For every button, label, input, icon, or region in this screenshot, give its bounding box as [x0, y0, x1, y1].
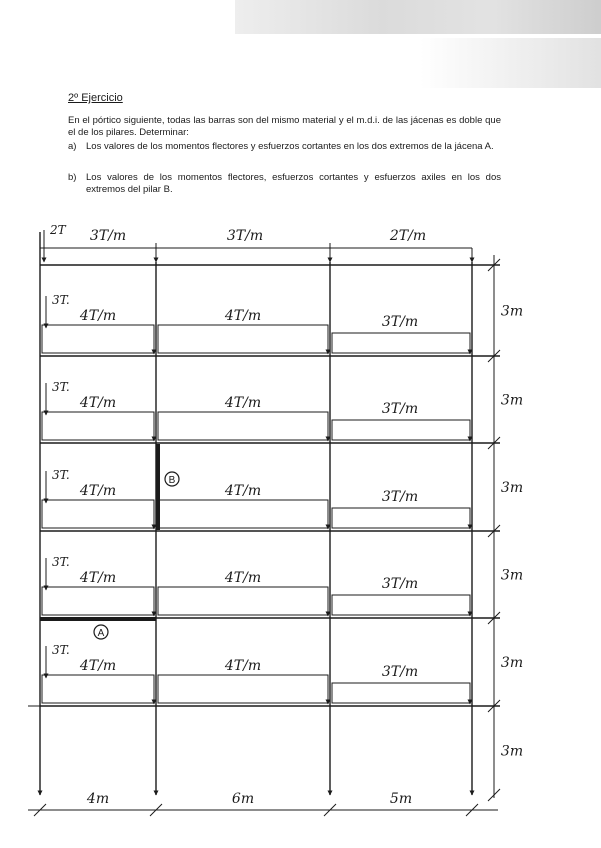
- distributed-load-rect: [158, 587, 328, 615]
- roof-load-label: 2T/m: [389, 228, 427, 244]
- distributed-load-label: 3T/m: [381, 664, 419, 680]
- distributed-load-rect: [42, 500, 154, 528]
- height-label: 3m: [500, 743, 524, 760]
- question-b-label: b): [68, 172, 77, 183]
- distributed-load-rect: [42, 412, 154, 440]
- distributed-load-rect: [158, 325, 328, 353]
- distributed-load-rect: [332, 333, 470, 353]
- roof-load-label: 3T/m: [226, 228, 264, 244]
- distributed-load-rect: [332, 420, 470, 440]
- distributed-load-rect: [158, 412, 328, 440]
- label-b: B: [168, 475, 176, 486]
- height-label: 3m: [500, 480, 524, 496]
- distributed-load-rect: [332, 595, 470, 615]
- distributed-load-label: 4T/m: [79, 308, 117, 324]
- distributed-load-label: 4T/m: [79, 658, 117, 674]
- distributed-load-rect: [42, 325, 154, 353]
- distributed-load-label: 3T/m: [381, 576, 419, 592]
- distributed-load-label: 4T/m: [224, 395, 262, 411]
- height-label: 3m: [500, 567, 524, 584]
- distributed-load-label: 4T/m: [79, 395, 117, 411]
- distributed-load-label: 4T/m: [79, 570, 117, 586]
- question-b-text: Los valores de los momentos flectores, esfuerzos cortantes y esfuerzos axiles en los dos extremos del pilar B.: [86, 172, 501, 195]
- span-label: 5m: [389, 791, 413, 807]
- span-label: 6m: [231, 791, 255, 807]
- question-a-text: Los valores de los momentos flectores y esfuerzos cortantes en los dos extremos de la jácena A.: [86, 141, 494, 152]
- point-load-label: 3T.: [52, 293, 70, 307]
- height-label: 3m: [500, 392, 524, 409]
- roof-load-label: 3T/m: [89, 228, 127, 244]
- distributed-load-label: 4T/m: [224, 483, 262, 499]
- question-a-label: a): [68, 141, 77, 152]
- distributed-load-label: 3T/m: [381, 489, 419, 505]
- distributed-load-label: 4T/m: [224, 308, 262, 324]
- span-label: 4m: [86, 791, 110, 807]
- distributed-load-label: 4T/m: [224, 658, 262, 674]
- distributed-load-label: 4T/m: [224, 570, 262, 586]
- point-load-label: 3T.: [52, 643, 70, 657]
- distributed-load-rect: [42, 675, 154, 703]
- exercise-statement: En el pórtico siguiente, todas las barras son del mismo material y el m.d.i. de las jácenas es doble que el de los pilares. Determinar:: [68, 115, 501, 138]
- height-label: 3m: [500, 303, 524, 320]
- distributed-load-rect: [158, 675, 328, 703]
- distributed-load-rect: [332, 683, 470, 703]
- exercise-heading: 2º Ejercicio: [68, 92, 123, 104]
- distributed-load-rect: [332, 508, 470, 528]
- point-load-label: 3T.: [52, 380, 70, 394]
- point-load-label: 3T.: [52, 468, 70, 482]
- distributed-load-rect: [158, 500, 328, 528]
- point-load-label: 3T.: [52, 555, 70, 569]
- distributed-load-label: 3T/m: [381, 401, 419, 417]
- distributed-load-rect: [42, 587, 154, 615]
- distributed-load-label: 3T/m: [381, 314, 419, 330]
- distributed-load-label: 4T/m: [79, 483, 117, 499]
- label-a: A: [97, 628, 105, 639]
- roof-point-load-label: 2T: [50, 223, 66, 237]
- height-label: 3m: [500, 655, 524, 671]
